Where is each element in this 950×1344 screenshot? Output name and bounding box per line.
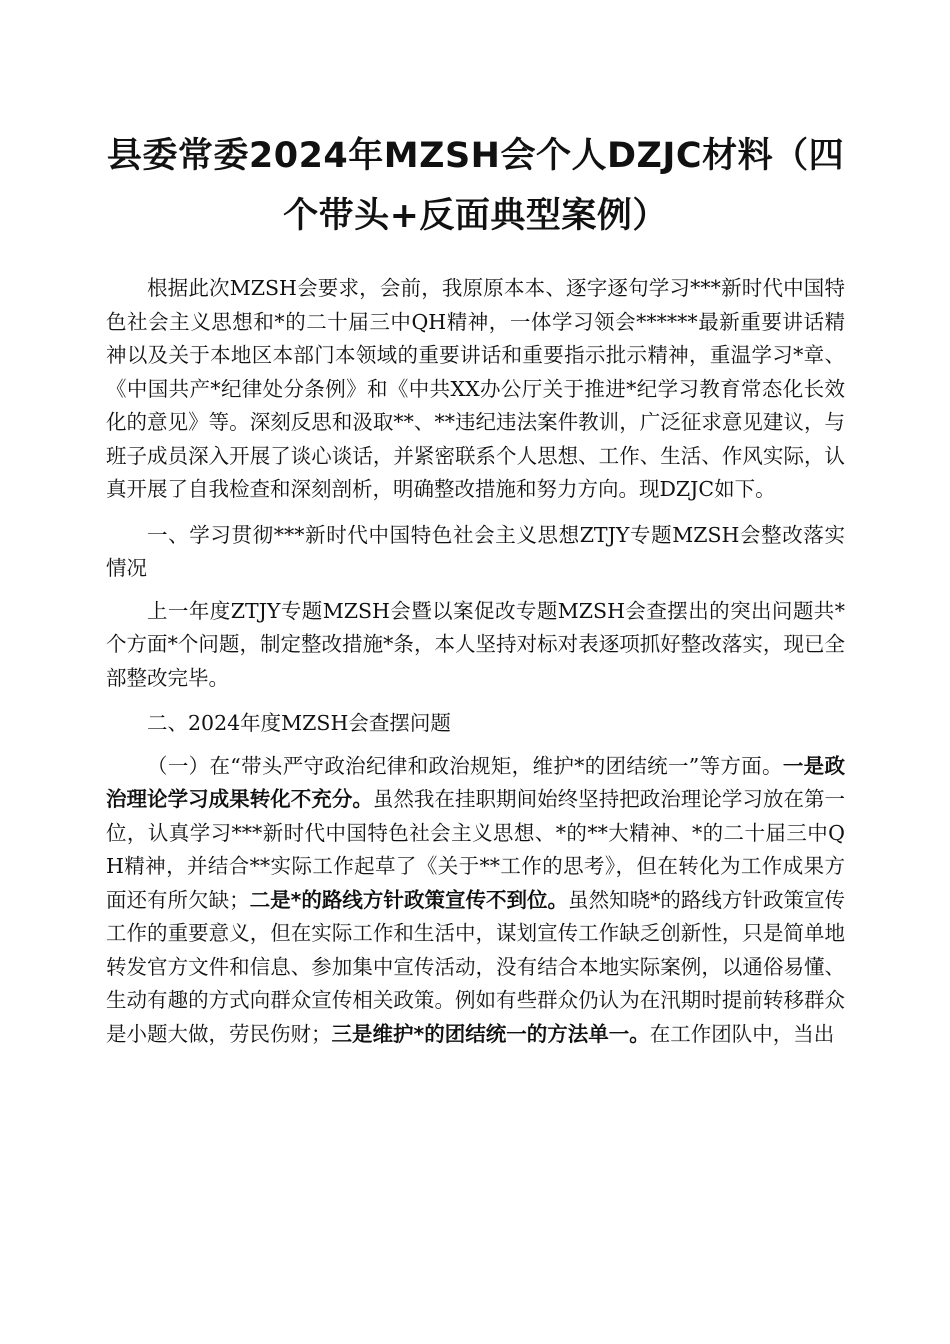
item-1-point-1-title: 一是政治理论学习成果转化不充分。: [106, 753, 845, 811]
section-2-heading: 二、2024年度MZSH会查摆问题: [147, 711, 451, 735]
item-1-lead: （一）在“带头严守政治纪律和政治规矩，维护*的团结统一”等方面。: [147, 753, 783, 778]
item-1-point-3-text: 在工作团队中，当出: [649, 1021, 835, 1046]
document-body: [106, 272, 845, 1051]
item-1-point-2-title: 二是*的路线方针政策宣传不到位。: [249, 887, 569, 912]
item-1-point-3-title: 三是维护*的团结统一的方法单一。: [331, 1021, 650, 1046]
section-2-item-1: [106, 750, 845, 1052]
document-title: 县委常委2024年MZSH会个人DZJC材料（四个带头+反面典型案例）: [106, 136, 845, 236]
section-1-heading: 一、学习贯彻***新时代中国特色社会主义思想ZTJY专题MZSH会整改落实情况: [106, 522, 845, 580]
item-1-point-2-text: 虽然知晓*的路线方针政策宣传工作的重要意义，但在实际工作和生活中，谋划宣传工作缺乏创新性，只是简单地转发官方文件和信息、参加集中宣传活动，没有结合本地实际案例，以通俗易懂、生动有趣的方式向群众宣传相关政策。例如有些群众仍认为在汛期时提前转移群众是小题大做，劳民伤财；: [106, 887, 845, 1046]
section-1-body: 上一年度ZTJY专题MZSH会暨以案促改专题MZSH会查摆出的突出问题共*个方面*个问题，制定整改措施*条，本人坚持对标对表逐项抓好整改落实，现已全部整改完毕。: [106, 598, 845, 690]
intro-paragraph: 根据此次MZSH会要求，会前，我原原本本、逐字逐句学习***新时代中国特色社会主义思想和*的二十届三中QH精神，一体学习领会******最新重要讲话精神以及关于本地区本部门本领域的重要讲话和重要指示批示精神，重温学习*章、《中国共产*纪律处分条例》和《中共XX办公厅关于推进*纪学习教育常态化长效化的意见》等。深刻反思和汲取**、**违纪违法案件教训，广泛征求意见建议，与班子成员深入开展了谈心谈话，并紧密联系个人思想、工作、生活、作风实际，认真开展了自我检查和深刻剖析，明确整改措施和努力方向。现DZJC如下。: [106, 276, 845, 501]
item-1-point-1-text: 虽然我在挂职期间始终坚持把政治理论学习放在第一位，认真学习***新时代中国特色社会主义思想、*的**大精神、*的二十届三中QH精神，并结合**实际工作起草了《关于**工作的思考》，但在转化为工作成果方面还有所欠缺；: [106, 787, 846, 912]
